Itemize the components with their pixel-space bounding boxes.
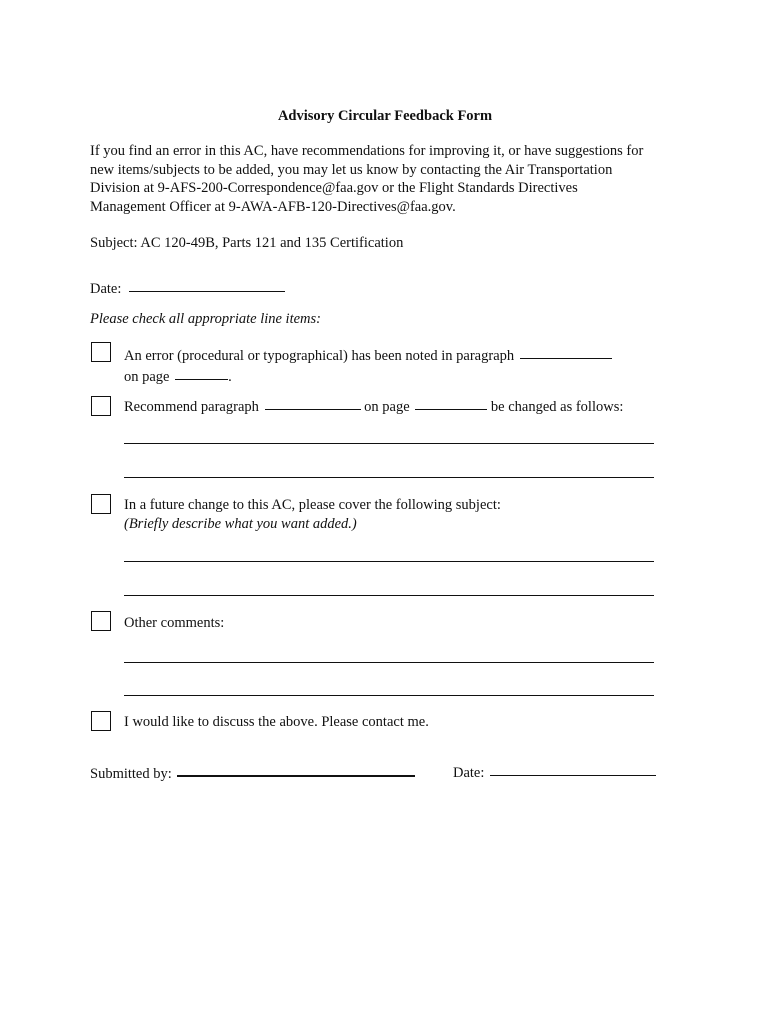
error-page-period: . — [228, 368, 232, 385]
form-title: Advisory Circular Feedback Form — [277, 108, 493, 124]
other-comments-write-line[interactable] — [124, 662, 654, 663]
intro-paragraph — [90, 142, 690, 216]
error-page-field[interactable] — [175, 365, 228, 380]
recommend-change-checkbox[interactable] — [91, 396, 111, 416]
date-field[interactable] — [129, 277, 285, 292]
recommend-page-label: on page — [364, 399, 410, 415]
future-change-label: In a future change to this AC, please cover the following subject: — [124, 497, 501, 513]
error-noted-checkbox[interactable] — [91, 342, 111, 362]
discuss-contact-label: I would like to discuss the above. Please contact me. — [124, 714, 429, 730]
recommend-change-item — [124, 396, 623, 417]
recommend-paragraph-label: Recommend paragraph — [124, 399, 259, 415]
recommend-paragraph-field[interactable] — [265, 395, 361, 410]
error-page-label: on page — [124, 368, 170, 385]
subject-line: Subject: AC 120-49B, Parts 121 and 135 Certification — [90, 235, 404, 251]
submitted-by-field[interactable] — [177, 761, 415, 777]
future-change-checkbox[interactable] — [91, 494, 111, 514]
bottom-date-field[interactable] — [490, 761, 656, 776]
submitted-by-row — [90, 762, 415, 783]
intro-line: new items/subjects to be added, you may let us know by contacting the Air Transportation — [90, 161, 613, 178]
instruction-text: Please check all appropriate line items: — [90, 311, 321, 327]
future-write-line[interactable] — [124, 561, 654, 562]
intro-line: If you find an error in this AC, have recommendations for improving it, or have suggestions for — [90, 143, 644, 159]
recommend-suffix-label: be changed as follows: — [490, 399, 624, 415]
date-label: Date: — [90, 281, 122, 297]
future-change-hint: (Briefly describe what you want added.) — [124, 515, 357, 532]
other-comments-label: Other comments: — [124, 615, 225, 631]
bottom-date-label: Date: — [453, 765, 485, 781]
intro-line: Division at 9-AFS-200-Correspondence@faa.gov or the Flight Standards Directives — [90, 180, 578, 196]
intro-line: Management Officer at 9-AWA-AFB-120-Directives@faa.gov. — [90, 198, 456, 215]
date-row — [90, 278, 285, 298]
error-noted-item — [124, 345, 612, 386]
future-change-item — [124, 496, 501, 533]
error-paragraph-field[interactable] — [520, 344, 612, 359]
recommend-write-line[interactable] — [124, 443, 654, 444]
error-noted-label: An error (procedural or typographical) has been noted in paragraph — [124, 348, 515, 364]
submitted-by-label: Submitted by: — [90, 766, 172, 782]
future-write-line[interactable] — [124, 595, 654, 596]
bottom-date-row — [453, 762, 656, 782]
other-comments-write-line[interactable] — [124, 695, 654, 696]
recommend-write-line[interactable] — [124, 477, 654, 478]
discuss-contact-checkbox[interactable] — [91, 711, 111, 731]
recommend-page-field[interactable] — [415, 395, 487, 410]
other-comments-checkbox[interactable] — [91, 611, 111, 631]
